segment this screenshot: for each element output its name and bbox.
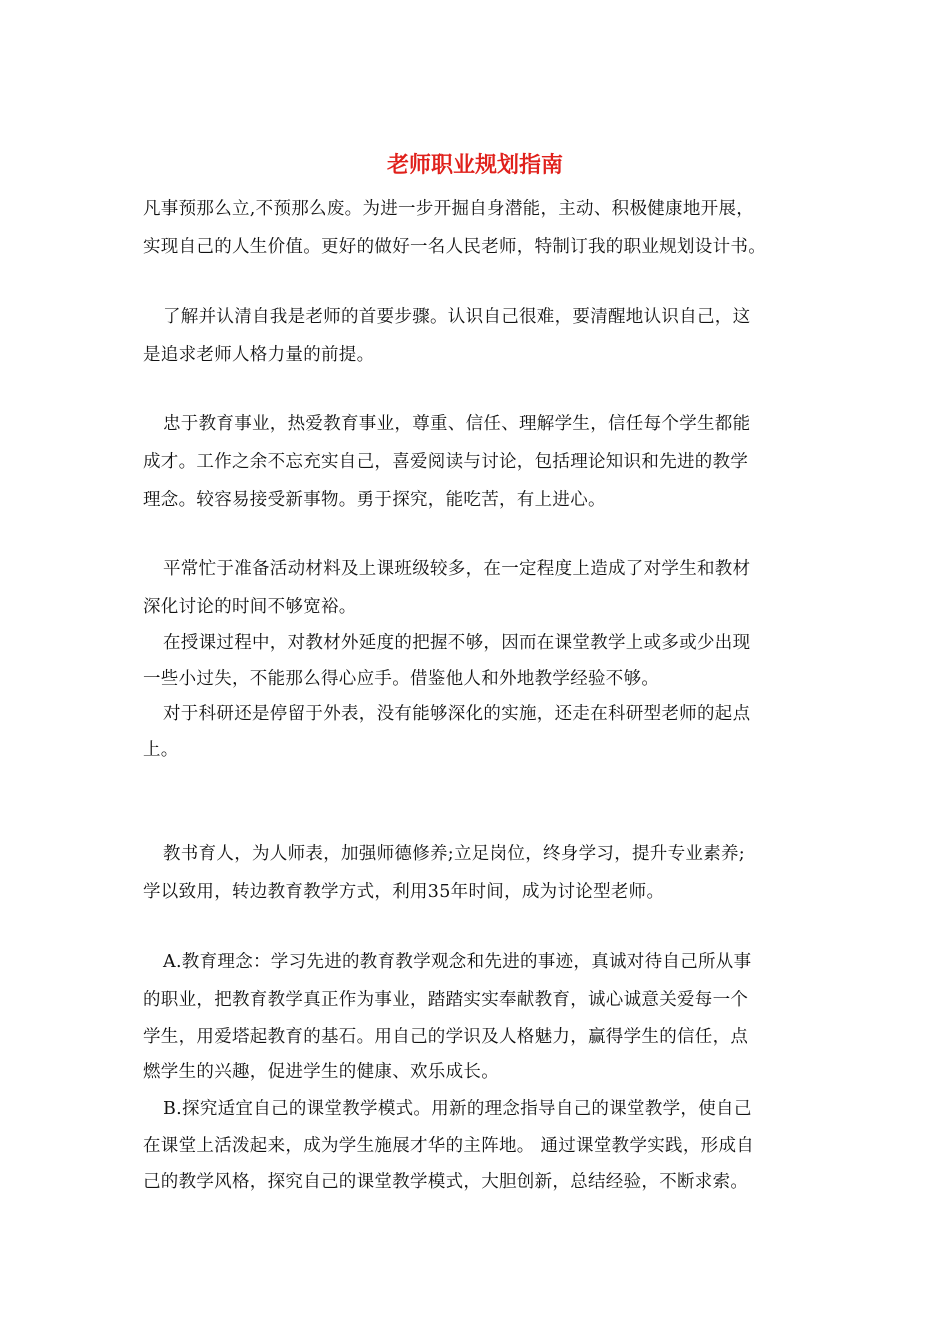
- text-line: 忠于教育事业，热爱教育事业，尊重、信任、理解学生，信任每个学生都能: [163, 414, 751, 434]
- text-line: 的职业，把教育教学真正作为事业，踏踏实实奉献教育，诚心诚意关爱每一个: [143, 990, 749, 1010]
- text-line: 己的教学风格，探究自己的课堂教学模式，大胆创新，总结经验，不断求索。: [143, 1172, 749, 1192]
- text-line: 一些小过失，不能那么得心应手。借鉴他人和外地教学经验不够。: [143, 669, 660, 689]
- document-title: 老师职业规划指南: [386, 152, 563, 178]
- text-line: 成才。工作之余不忘充实自己，喜爱阅读与讨论，包括理论知识和先进的教学: [143, 452, 749, 472]
- text-line: 教书育人，为人师表，加强师德修养;立足岗位，终身学习，提升专业素养;: [163, 844, 745, 864]
- text-line: 是追求老师人格力量的前提。: [143, 345, 375, 365]
- text-line: B.探究适宜自己的课堂教学模式。用新的理念指导自己的课堂教学，使自己: [163, 1099, 752, 1119]
- text-line: 学以致用，转边教育教学方式，利用35年时间，成为讨论型老师。: [143, 882, 665, 902]
- text-line: 燃学生的兴趣，促进学生的健康、欢乐成长。: [143, 1062, 499, 1082]
- text-line: 在课堂上活泼起来，成为学生施展才华的主阵地。 通过课堂教学实践，形成自: [143, 1136, 755, 1156]
- text-line: 理念。较容易接受新事物。勇于探究，能吃苦，有上进心。: [143, 490, 606, 510]
- text-line: 对于科研还是停留于外表，没有能够深化的实施，还走在科研型老师的起点: [163, 704, 751, 724]
- text-line: 凡事预那么立,不预那么废。为进一步开掘自身潜能，主动、积极健康地开展，: [143, 199, 755, 219]
- text-line: 平常忙于准备活动材料及上课班级较多，在一定程度上造成了对学生和教材: [163, 559, 751, 579]
- text-line: 实现自己的人生价值。更好的做好一名人民老师，特制订我的职业规划设计书。: [143, 237, 766, 257]
- text-line: 在授课过程中，对教材外延度的把握不够，因而在课堂教学上或多或少出现: [163, 633, 751, 653]
- text-line: 上。: [143, 740, 179, 760]
- text-line: 学生，用爱塔起教育的基石。用自己的学识及人格魅力，赢得学生的信任，点: [143, 1027, 749, 1047]
- text-line: 了解并认清自我是老师的首要步骤。认识自己很难，要清醒地认识自己，这: [163, 307, 751, 327]
- text-line: A.教育理念：学习先进的教育教学观念和先进的事迹，真诚对待自己所从事: [163, 952, 752, 972]
- text-line: 深化讨论的时间不够宽裕。: [143, 597, 357, 617]
